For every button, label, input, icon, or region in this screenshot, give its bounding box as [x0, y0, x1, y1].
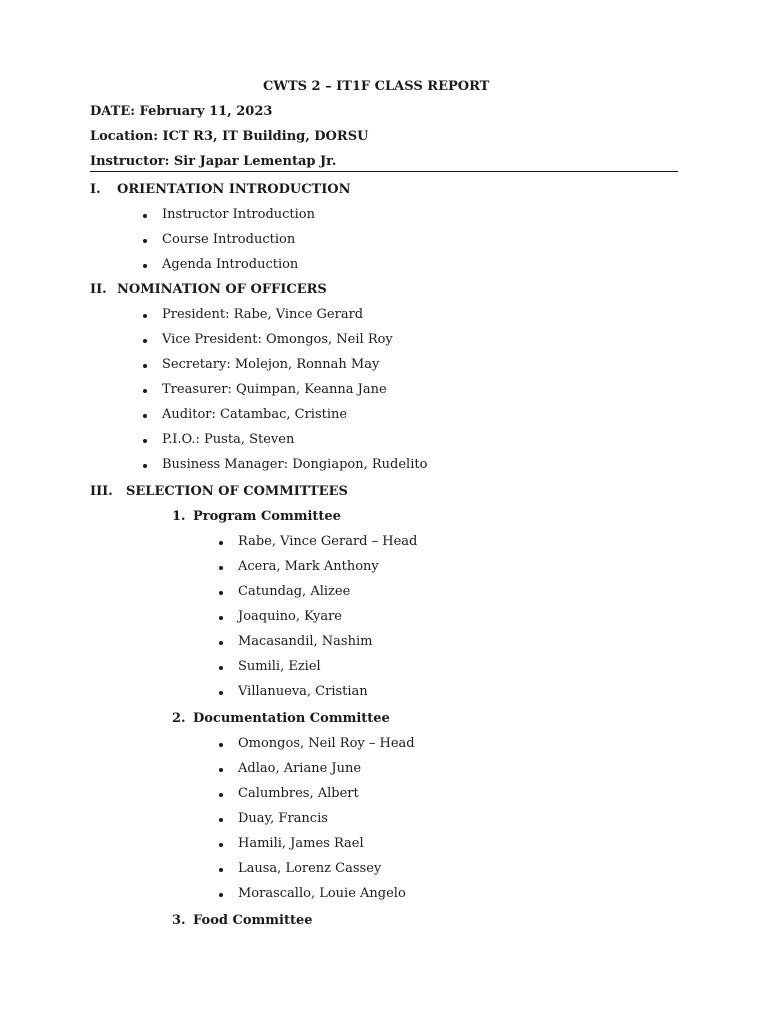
list-item: Calumbres, Albert [238, 786, 359, 801]
bullet-icon [143, 214, 147, 218]
bullet-icon [219, 666, 223, 670]
list-item: Treasurer: Quimpan, Keanna Jane [162, 382, 387, 397]
section-number: I. [90, 182, 101, 197]
report-title: CWTS 2 – IT1F CLASS REPORT [263, 79, 490, 94]
committee-number: 2. [172, 711, 186, 726]
list-item: Adlao, Ariane June [238, 761, 362, 776]
bullet-icon [219, 566, 223, 570]
section-title-committees: SELECTION OF COMMITTEES [126, 484, 348, 499]
list-item: President: Rabe, Vince Gerard [162, 307, 364, 322]
report-date: DATE: February 11, 2023 [90, 104, 273, 119]
list-item: Duay, Francis [238, 811, 328, 826]
section-number: III. [90, 484, 113, 499]
section-number: II. [90, 282, 107, 297]
section-title-orientation: ORIENTATION INTRODUCTION [117, 182, 351, 197]
list-item: Villanueva, Cristian [238, 684, 368, 699]
list-item: P.I.O.: Pusta, Steven [162, 432, 295, 447]
bullet-icon [143, 339, 147, 343]
section-title-nomination: NOMINATION OF OFFICERS [117, 282, 327, 297]
list-item: Auditor: Catambac, Cristine [162, 407, 348, 422]
bullet-icon [143, 389, 147, 393]
list-item: Joaquino, Kyare [238, 609, 342, 624]
bullet-icon [143, 239, 147, 243]
bullet-icon [219, 743, 223, 747]
bullet-icon [219, 843, 223, 847]
list-item: Lausa, Lorenz Cassey [238, 861, 382, 876]
committee-heading-food: Food Committee [193, 913, 313, 928]
list-item: Course Introduction [162, 232, 296, 247]
list-item: Hamili, James Rael [238, 836, 364, 851]
list-item: Agenda Introduction [162, 257, 299, 272]
list-item: Morascallo, Louie Angelo [238, 886, 406, 901]
bullet-icon [219, 616, 223, 620]
bullet-icon [219, 868, 223, 872]
bullet-icon [219, 541, 223, 545]
list-item: Sumili, Eziel [238, 659, 321, 674]
header-divider [90, 171, 678, 172]
bullet-icon [143, 314, 147, 318]
list-item: Business Manager: Dongiapon, Rudelito [162, 457, 428, 472]
bullet-icon [219, 768, 223, 772]
committee-heading-program: Program Committee [193, 509, 341, 524]
list-item: Secretary: Molejon, Ronnah May [162, 357, 380, 372]
bullet-icon [219, 691, 223, 695]
list-item: Omongos, Neil Roy – Head [238, 736, 415, 751]
report-instructor: Instructor: Sir Japar Lementap Jr. [90, 154, 337, 169]
bullet-icon [219, 591, 223, 595]
committee-number: 1. [172, 509, 186, 524]
list-item: Macasandil, Nashim [238, 634, 373, 649]
list-item: Instructor Introduction [162, 207, 315, 222]
bullet-icon [219, 641, 223, 645]
list-item: Acera, Mark Anthony [238, 559, 379, 574]
committee-heading-documentation: Documentation Committee [193, 711, 390, 726]
bullet-icon [143, 439, 147, 443]
committee-number: 3. [172, 913, 186, 928]
bullet-icon [143, 364, 147, 368]
bullet-icon [143, 264, 147, 268]
bullet-icon [219, 893, 223, 897]
report-location: Location: ICT R3, IT Building, DORSU [90, 129, 369, 144]
bullet-icon [143, 414, 147, 418]
list-item: Rabe, Vince Gerard – Head [238, 534, 418, 549]
list-item: Catundag, Alizee [238, 584, 351, 599]
bullet-icon [219, 818, 223, 822]
bullet-icon [219, 793, 223, 797]
list-item: Vice President: Omongos, Neil Roy [162, 332, 393, 347]
bullet-icon [143, 464, 147, 468]
